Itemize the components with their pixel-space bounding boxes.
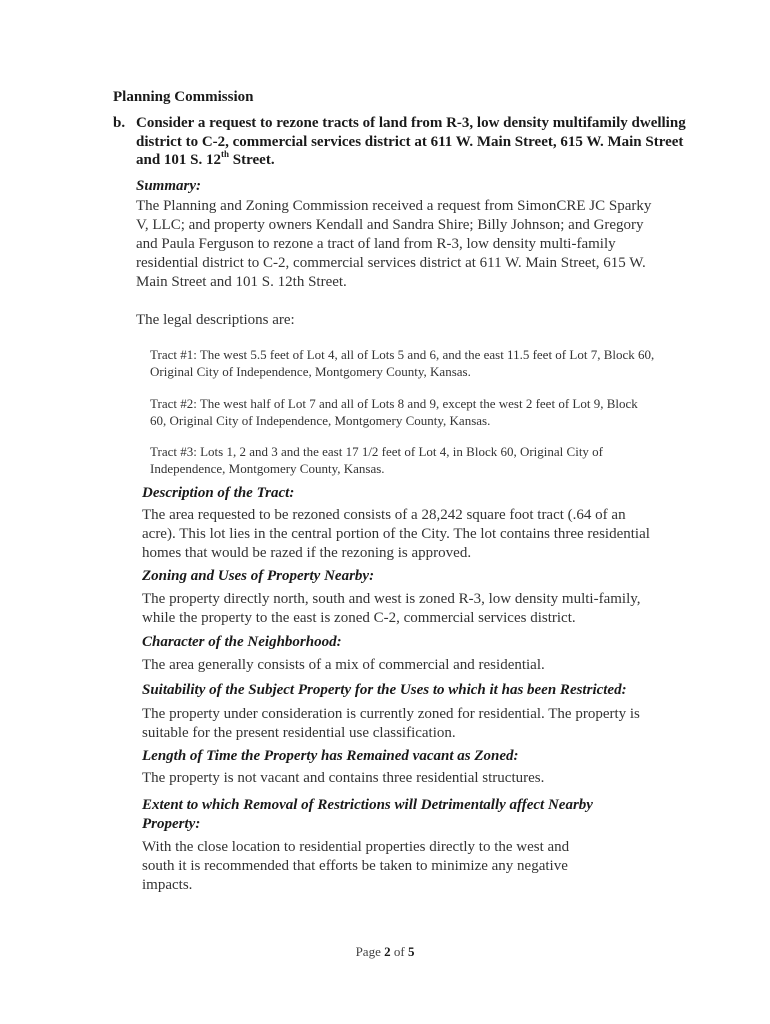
tract-description: Tract #2: The west half of Lot 7 and all of Lots 8 and 9, except the west 2 feet of Lot 9, Block 60, Original City of Independence, Montgomery County, Kansas. [150, 396, 638, 428]
footer-separator: of [390, 944, 408, 959]
footer-total-pages: 5 [407, 944, 415, 959]
section-text: The property is not vacant and contains three residential structures. [142, 770, 545, 786]
item-title [113, 114, 703, 170]
section-text: The area generally consists of a mix of commercial and residential. [142, 657, 545, 673]
agenda-item [113, 114, 703, 170]
item-title-superscript: th [221, 149, 230, 159]
tract-description: Tract #1: The west 5.5 feet of Lot 4, all of Lots 5 and 6, and the east 11.5 feet of Lot 7, Block 60, Original City of Independence, Montgomery County, Kansas. [150, 347, 655, 379]
summary-paragraph: The Planning and Zoning Commission received a request from SimonCRE JC Sparky V, LLC; and property owners Kendall and Sandra Shire; Billy Johnson; and Gregory and Paula Ferguson to rezone a tract of land from R-3, low density multi-family residential district to C-2, commercial services district at 611 W. Main Street, 615 W. Main Street and 101 S. 12th Street. [136, 198, 652, 290]
item-marker: b. [113, 115, 126, 131]
summary-title: Summary: [136, 178, 202, 194]
tract-description: Tract #3: Lots 1, 2 and 3 and the east 17 1/2 feet of Lot 4, in Block 60, Original City of Independence, Montgomery County, Kansas. [150, 444, 604, 476]
section-title: Zoning and Uses of Property Nearby: [142, 568, 375, 584]
section-text: With the close location to residential properties directly to the west and south it is recommended that efforts be taken to minimize any negative impacts. [142, 839, 570, 893]
section-title: Length of Time the Property has Remained vacant as Zoned: [142, 748, 519, 764]
footer-prefix: Page [355, 944, 385, 959]
section-title: Suitability of the Subject Property for the Uses to which it has been Restricted: [142, 682, 627, 698]
legal-descriptions-intro: The legal descriptions are: [136, 312, 295, 328]
section-text: The property directly north, south and west is zoned R-3, low density multi-family, while the property to the east is zoned C-2, commercial services district. [142, 591, 641, 626]
item-title-end: Street. [229, 152, 275, 168]
item-title-main: Consider a request to rezone tracts of land from R-3, low density multifamily dwelling district to C-2, commercial services district at 611 W. Main Street, 615 W. Main Street and 101 S. 12 [136, 115, 686, 168]
section-heading: Planning Commission [113, 89, 254, 105]
page-footer [0, 944, 770, 960]
section-text: The area requested to be rezoned consists of a 28,242 square foot tract (.64 of an acre). This lot lies in the central portion of the City. The lot contains three residential homes that would be razed if the rezoning is approved. [142, 507, 650, 561]
footer-current-page: 2 [384, 944, 391, 959]
section-title: Description of the Tract: [142, 485, 295, 501]
section-text: The property under consideration is currently zoned for residential. The property is suitable for the present residential use classification. [142, 706, 640, 741]
section-title: Extent to which Removal of Restrictions will Detrimentally affect Nearby Property: [142, 797, 593, 832]
section-title: Character of the Neighborhood: [142, 634, 342, 650]
